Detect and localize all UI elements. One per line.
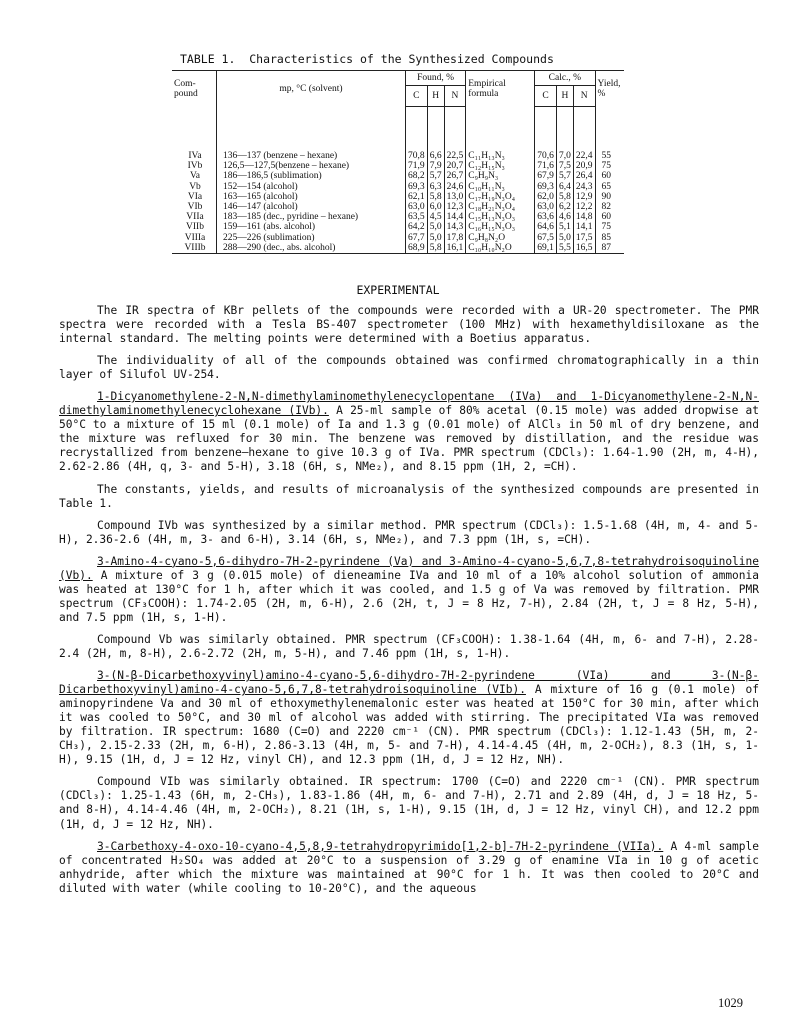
cell-yield: 90 <box>595 192 624 202</box>
cell-found-h: 6,0 <box>427 202 444 212</box>
cell-calc-c: 71,6 <box>535 161 557 171</box>
procedure-title: 3-(N-β-Dicarbethoxyvinyl)amino-4-cyano-5,6-dihydro-7H-2-pyrindene (VIa) and 3-(N-β-Dicarbethoxyvinyl)amino-4-cyano-5,6,7,8-tetrahydroisoquinoline (VIb). <box>59 669 759 697</box>
cell-found-c: 62,1 <box>406 192 428 202</box>
cell-calc-h: 7,0 <box>556 107 573 162</box>
cell-compound: Vb <box>189 181 201 192</box>
cell-found-h: 6,6 <box>427 107 444 162</box>
procedure-title: 3-Carbethoxy-4-oxo-10-cyano-4,5,8,9-tetrahydropyrimido[1,2-b]-7H-2-pyrindene (VIIa). <box>97 839 664 853</box>
table-row <box>172 192 624 202</box>
cell-calc-n: 17,5 <box>573 233 595 243</box>
cell-calc-c: 67,9 <box>535 171 557 181</box>
cell-calc-h: 5,7 <box>556 171 573 181</box>
header-found-c: C <box>406 86 428 107</box>
cell-found-h: 6,3 <box>427 182 444 192</box>
cell-compound: VIb <box>187 202 203 213</box>
header-compound: Com- pound <box>172 71 217 107</box>
header-found-h: H <box>427 86 444 107</box>
cell-formula: C₁₇H₁₉N₃O₄ <box>466 192 535 202</box>
cell-formula: C₁₆H₁₅N₃O₃ <box>466 222 535 232</box>
header-empirical-formula: Empirical formula <box>466 71 535 107</box>
cell-found-h: 5,7 <box>427 171 444 181</box>
cell-compound: VIIIa <box>184 232 206 243</box>
cell-found-n: 20,7 <box>444 161 466 171</box>
cell-mp: 136—137 (benzene – hexane) <box>217 107 406 162</box>
header-calc-c: C <box>535 86 557 107</box>
table-row <box>172 171 624 181</box>
cell-found-c: 68,2 <box>406 171 428 181</box>
cell-formula: C₁₀H₁₀N₂O <box>466 243 535 254</box>
cell-yield: 85 <box>595 233 624 243</box>
cell-calc-h: 6,4 <box>556 182 573 192</box>
header-calc-n: N <box>573 86 595 107</box>
procedure-title: 3-Amino-4-cyano-5,6-dihydro-7H-2-pyrindene (Va) and 3-Amino-4-cyano-5,6,7,8-tetrahydroisoquinoline (Vb). <box>59 554 759 582</box>
paragraph: The individuality of all of the compounds obtained was confirmed chromatographically in a thin layer of Silufol UV-254. <box>59 354 759 382</box>
paragraph <box>59 669 759 767</box>
cell-calc-c: 62,0 <box>535 192 557 202</box>
section-heading: EXPERIMENTAL <box>356 283 440 297</box>
header-mp: mp, °C (solvent) <box>217 71 406 107</box>
header-found: Found, % <box>406 71 466 86</box>
cell-calc-h: 5,0 <box>556 233 573 243</box>
cell-found-c: 63,0 <box>406 202 428 212</box>
cell-formula: C₁₂H₁₅N₃ <box>466 161 535 171</box>
cell-mp: 186—186,5 (sublimation) <box>217 171 406 181</box>
cell-found-c: 68,9 <box>406 243 428 254</box>
procedure-body: A mixture of 16 g (0.1 mole) of aminopyrindene Va and 30 ml of ethoxymethylenemalonic ester was heated at 150°C for 30 min, after which it was cooled to 50°C, and 30 ml of alcohol was added with stirring. The precipitated VIa was removed by filtration. IR spectrum: 1680 (C=O) and 2220 cm⁻¹ (CN). PMR spectrum (CDCl₃): 1.12-1.43 (5H, m, 2-CH₃), 2.15-2.33 (2H, m, 6-H), 2.86-3.13 (4H, m, 5- and 7-H), 4.14-4.45 (4H, m, 2-OCH₂), 8.3 (1H, s, 1-H), 9.15 (1H, d, J = 12 Hz, vinyl CH), and 12.3 ppm (1H, d, J = 12 Hz, NH). <box>59 683 759 767</box>
cell-calc-c: 67,5 <box>535 233 557 243</box>
body-text <box>59 304 759 904</box>
paragraph: The IR spectra of KBr pellets of the compounds were recorded with a UR-20 spectrometer. The PMR spectra were recorded with a Tesla BS-407 spectrometer (100 MHz) with hexamethyldisiloxane as the internal standard. The melting points were determined with a Boetius apparatus. <box>59 304 759 346</box>
cell-mp: 146—147 (alcohol) <box>217 202 406 212</box>
cell-compound: VIIIb <box>172 243 217 254</box>
cell-formula: C₁₈H₂₁N₃O₄ <box>466 202 535 212</box>
cell-calc-h: 6,2 <box>556 202 573 212</box>
paragraph <box>59 555 759 625</box>
cell-yield: 65 <box>595 182 624 192</box>
table-body <box>172 107 624 254</box>
procedure-title: 1-Dicyanomethylene-2-N,N-dimethylaminomethylenecyclopentane (IVa) and 1-Dicyanomethylene-2-N,N-dimethylaminomethylenecyclohexane (IVb). <box>59 390 759 418</box>
table-row <box>172 212 624 222</box>
cell-calc-h: 5,8 <box>556 192 573 202</box>
cell-found-n: 24,6 <box>444 182 466 192</box>
cell-mp: 126,5—127,5(benzene – hexane) <box>217 161 406 171</box>
procedure-body: A 4-ml sample of concentrated H₂SO₄ was added at 20°C to a suspension of 3.29 g of enamine VIa in 10 g of acetic anhydride, after which the mixture was maintained at 90°C for 1 h. It was then cooled to 20°C and diluted with water (while cooling to 10-20°C), and the aqueous <box>59 839 760 895</box>
compounds-table <box>172 70 624 254</box>
cell-found-h: 4,5 <box>427 212 444 222</box>
cell-calc-n: 14,8 <box>573 212 595 222</box>
cell-yield: 55 <box>595 107 624 162</box>
cell-found-c: 70,8 <box>406 107 428 162</box>
paragraph: The constants, yields, and results of microanalysis of the synthesized compounds are presented in Table 1. <box>59 482 759 510</box>
table-row <box>172 182 624 192</box>
cell-mp: 225—226 (sublimation) <box>217 233 406 243</box>
table-row <box>172 222 624 232</box>
cell-found-n: 14,4 <box>444 212 466 222</box>
paragraph: Compound VIb was similarly obtained. IR spectrum: 1700 (C=O) and 2220 cm⁻¹ (CN). PMR spectrum (CDCl₃): 1.25-1.43 (6H, m, 2-CH₃), 1.83-1.86 (4H, m, 6- and 7-H), 2.71 and 2.89 (4H, d, J = 18 Hz, 5- and 8-H), 4.14-4.46 (4H, m, 2-OCH₂), 8.21 (1H, s, 1-H), 9.15 (1H, d, J = 12 Hz, vinyl CH), and 12.2 ppm (1H, d, J = 12 Hz, NH). <box>59 775 759 831</box>
cell-found-c: 67,7 <box>406 233 428 243</box>
cell-found-h: 5,8 <box>427 243 444 254</box>
paragraph: Compound Vb was similarly obtained. PMR spectrum (CF₃COOH): 1.38-1.64 (4H, m, 6- and 7-H), 2.28-2.4 (2H, m, 8-H), 2.6-2.72 (2H, m, 5-H), and 7.46 ppm (1H, s, 1-H). <box>59 632 759 660</box>
cell-formula: C₉H₈N₂O <box>466 233 535 243</box>
cell-calc-h: 4,6 <box>556 212 573 222</box>
cell-compound: IVa <box>188 150 202 161</box>
cell-found-h: 5,8 <box>427 192 444 202</box>
cell-found-n: 12,3 <box>444 202 466 212</box>
cell-found-h: 5,0 <box>427 222 444 232</box>
cell-compound: VIa <box>187 191 203 202</box>
cell-mp: 163—165 (alcohol) <box>217 192 406 202</box>
cell-found-c: 71,9 <box>406 161 428 171</box>
cell-found-n: 17,8 <box>444 233 466 243</box>
cell-calc-n: 12,9 <box>573 192 595 202</box>
cell-yield: 82 <box>595 202 624 212</box>
header-calc: Calc., % <box>535 71 595 86</box>
table-row <box>172 161 624 171</box>
cell-mp: 183—185 (dec., pyridine – hexane) <box>217 212 406 222</box>
cell-compound: Va <box>189 171 201 182</box>
cell-formula: C₁₅H₁₃N₃O₃ <box>466 212 535 222</box>
cell-found-c: 63,5 <box>406 212 428 222</box>
cell-calc-c: 64,6 <box>535 222 557 232</box>
cell-formula: C₁₁H₁₃N₃ <box>466 107 535 162</box>
cell-calc-n: 22,4 <box>573 107 595 162</box>
cell-found-n: 13,0 <box>444 192 466 202</box>
cell-compound: VIIb <box>186 222 204 233</box>
cell-formula: C₉H₉N₃ <box>466 171 535 181</box>
paragraph <box>59 390 759 474</box>
paragraph: Compound IVb was synthesized by a similar method. PMR spectrum (CDCl₃): 1.5-1.68 (4H, m, 4- and 5-H), 2.36-2.6 (4H, m, 3- and 6-H), 3.14 (6H, s, NMe₂), and 7.3 ppm (1H, s, =CH). <box>59 518 759 546</box>
table-row <box>172 107 624 162</box>
header-found-n: N <box>444 86 466 107</box>
header-calc-h: H <box>556 86 573 107</box>
cell-found-c: 64,2 <box>406 222 428 232</box>
cell-found-n: 26,7 <box>444 171 466 181</box>
cell-calc-n: 26,4 <box>573 171 595 181</box>
cell-found-h: 5,0 <box>427 233 444 243</box>
cell-calc-c: 63,0 <box>535 202 557 212</box>
cell-yield: 87 <box>595 243 624 254</box>
cell-calc-n: 20,9 <box>573 161 595 171</box>
page-number: 1029 <box>718 996 743 1010</box>
cell-found-n: 22,5 <box>444 107 466 162</box>
cell-calc-c: 69,3 <box>535 182 557 192</box>
cell-calc-n: 12,2 <box>573 202 595 212</box>
table-title: TABLE 1. Characteristics of the Synthesized Compounds <box>180 52 554 66</box>
cell-found-h: 7,9 <box>427 161 444 171</box>
cell-yield: 75 <box>595 222 624 232</box>
procedure-body: A mixture of 3 g (0.015 mole) of dieneamine IVa and 10 ml of a 10% alcohol solution of ammonia was heated at 130°C for 1 h, after which it was cooled, and 1.5 g of Va was removed by filtration. PMR spectrum (CF₃COOH): 1.74-2.05 (2H, m, 6-H), 2.6 (2H, t, J = 8 Hz, 7-H), 2.84 (2H, t, J = 8 Hz, 5-H), and 7.5 ppm (1H, s, 1-H). <box>59 568 759 624</box>
table-row <box>172 243 624 254</box>
cell-calc-n: 14,1 <box>573 222 595 232</box>
cell-found-c: 69,3 <box>406 182 428 192</box>
cell-yield: 60 <box>595 212 624 222</box>
cell-calc-n: 16,5 <box>573 243 595 254</box>
header-yield: Yield, % <box>595 71 624 107</box>
cell-formula: C₁₀H₁₁N₃ <box>466 182 535 192</box>
cell-calc-c: 69,1 <box>535 243 557 254</box>
cell-mp: 288—290 (dec., abs. alcohol) <box>217 243 406 254</box>
cell-compound: IVb <box>187 161 203 172</box>
cell-mp: 152—154 (alcohol) <box>217 182 406 192</box>
procedure-body: A 25-ml sample of 80% acetal (0.15 mole) was added dropwise at 50°C to a mixture of 15 ml (0.1 mole) of Ia and 1.3 g (0.01 mole) of AlCl₃ in 50 ml of dry benzene, and the mixture was refluxed for 30 min. The benzene was removed by distillation, and the residue was recrystallized from benzene–hexane to give 10.3 g of IVa. PMR spectrum (CDCl₃): 1.64-1.90 (2H, m, 4-H), 2.62-2.86 (4H, q, 3- and 5-H), 3.18 (6H, s, NMe₂), and 8.15 ppm (1H, 2, =CH). <box>59 404 759 474</box>
cell-calc-n: 24,3 <box>573 182 595 192</box>
paragraph <box>59 840 759 896</box>
cell-found-n: 14,3 <box>444 222 466 232</box>
cell-yield: 60 <box>595 171 624 181</box>
cell-mp: 159—161 (abs. alcohol) <box>217 222 406 232</box>
table-row <box>172 202 624 212</box>
cell-calc-h: 5,1 <box>556 222 573 232</box>
cell-yield: 75 <box>595 161 624 171</box>
table-row <box>172 233 624 243</box>
cell-calc-c: 70,6 <box>535 107 557 162</box>
cell-compound: VIIa <box>186 212 204 223</box>
cell-found-n: 16,1 <box>444 243 466 254</box>
cell-calc-h: 5,5 <box>556 243 573 254</box>
cell-calc-h: 7,5 <box>556 161 573 171</box>
cell-calc-c: 63,6 <box>535 212 557 222</box>
